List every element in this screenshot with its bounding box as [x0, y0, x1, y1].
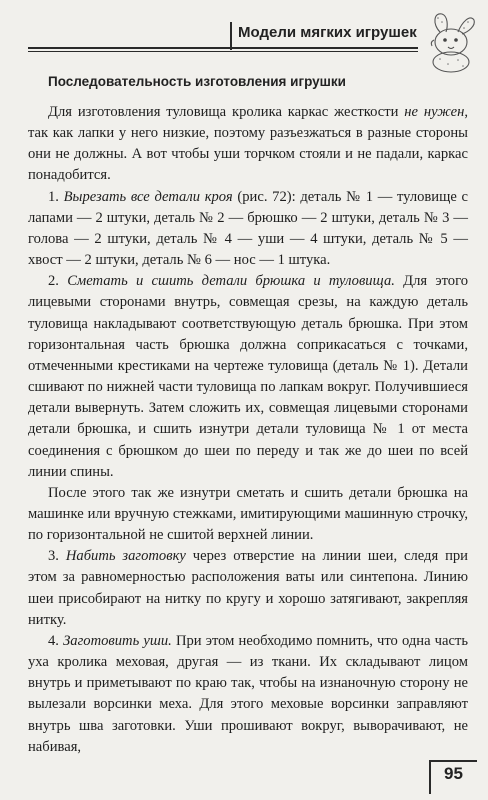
header-rule	[28, 47, 418, 49]
step-text: Для этого лицевыми сторонами внутрь, совмещая срезы, на каждую деталь туловища накладывают соответствующую деталь брюшка. При этом горизонтальная часть брюшка должна соприкасаться с точками, отмеченными крестиками на чертеже туловища (деталь № 1). Детали сшивают по нижней части туловища по лапкам вокруг. Получившиеся детали вывернуть. Затем сложить их, совмещая лицевыми сторонами детали брюшка, и сшить изнутри детали туловища № 1 от места соединения с брюшком до шеи по переду и так же до шеи по всей линии спины.	[28, 273, 469, 480]
paragraph-after-step-2: После этого так же изнутри сметать и сшить детали брюшка на машинке или вручную стежками, имитирующими машинную строчку, по горизонтальной не сшитой верхней линии.	[28, 484, 468, 544]
step-lead: Заготовить уши.	[63, 632, 172, 649]
step-number: 1.	[48, 188, 64, 205]
step-text: через отверстие на линии шеи, следя при этом за равномерностью расположения ваты или синтепона. Линию шеи присобирают на нитку по кругу и хорошо затягивают, закрепляя нитку.	[28, 548, 468, 628]
section-title: Последовательность изготовления игрушки	[48, 74, 346, 89]
step-3	[28, 546, 468, 631]
step-number: 3.	[48, 548, 66, 565]
body-text	[28, 102, 468, 758]
step-4	[28, 631, 468, 758]
step-lead: Вырезать все детали кроя	[63, 188, 233, 205]
step-2	[28, 271, 468, 483]
bunny-illustration-icon	[418, 4, 482, 74]
header-divider-vertical	[230, 22, 232, 50]
intro-text-b: , так как лапки у него низкие, поэтому разъезжаться в разные стороны они не должны. А вот чтобы уши торчком стояли и не падали, каркас понадобится.	[28, 104, 468, 184]
step-lead: Набить заготовку	[65, 548, 186, 565]
step-lead: Сметать и сшить детали брюшка и туловища.	[67, 273, 395, 290]
intro-text-a: Для изготовления туловища кролика каркас жесткости	[48, 104, 405, 120]
step-text: (рис. 72): деталь № 1 — туловище с лапами — 2 штуки, деталь № 2 — брюшко — 2 штуки, деталь № 3 — голова — 2 штуки, деталь № 4 — уши — 4 штуки, деталь № 5 — хвост — 2 штуки, деталь № 6 — нос — 1 штука.	[28, 188, 468, 269]
header-rule-thin	[28, 51, 418, 52]
footer-rule	[429, 760, 477, 762]
step-number: 2.	[48, 273, 68, 290]
intro-italic: не нужен	[404, 104, 465, 120]
step-text: При этом необходимо помнить, что одна часть уха кролика меховая, другая — из ткани. Их складывают лицом внутрь и приметывают по краю так, чтобы на изнаночную сторону не вылезали ворсинки меха. Для этого меховые ворсинки заправляют внутрь шва заготовки. Уши прошивают вокруг, выворачивают, не набивая,	[28, 632, 468, 755]
paragraph-intro	[28, 102, 468, 187]
page-number: 95	[444, 764, 463, 783]
step-number: 4.	[48, 632, 64, 649]
step-1	[28, 187, 468, 272]
footer-divider-vertical	[429, 760, 431, 794]
running-head: Модели мягких игрушек	[238, 24, 417, 41]
